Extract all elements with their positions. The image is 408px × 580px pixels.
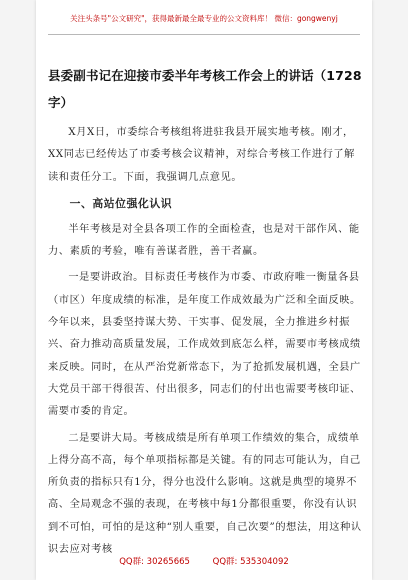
header-divider	[48, 34, 360, 35]
footer-qq-group-1: QQ群: 30265665	[119, 557, 190, 567]
document-body	[48, 122, 364, 565]
footer-qq-group-2: QQ群: 535304092	[212, 557, 289, 567]
header-banner: 关注头条号"公文研究"，获得最新最全最专业的公文资料库！ 微信：gongwenyj	[70, 14, 338, 23]
section-paragraph: 一是要讲政治。目标责任考核作为市委、市政府唯一衡量各县（市区）年度成绩的标准，是年度工作成效最为广泛和全面反映。今年以来，县委坚持谋大势、干实事、促发展，全力推进乡村振兴、奋力推动高质量发展，工作成效到底怎么样，需要市考核成绩来反映。同时，在从严治党新常态下，为了抢抓发展机遇，全县广大党员干部干得很苦、付出很多，同志们的付出也需要考核印证、需要市委的肯定。	[48, 272, 361, 418]
document-page	[36, 0, 372, 580]
document-title: 县委副书记在迎接市委半年考核工作会上的讲话（1728字）	[48, 68, 362, 110]
intro-paragraph: X月X日，市委综合考核组将进驻我县开展实地考核。刚才，XX同志已经传达了市委考核会议精神，对综合考核工作进行了解读和责任分工。下面，我强调几点意见。	[48, 127, 355, 183]
section-paragraph: 半年考核是对全县各项工作的全面检查，也是对干部作风、能力、素质的考验，唯有善谋者胜，善干者赢。	[48, 223, 360, 258]
section-heading: 一、高站位强化认识	[69, 196, 173, 210]
section-paragraph: 二是要讲大局。考核成绩是所有单项工作绩效的集合，成绩单上得分高不高，每个单项指标都是关键。有的同志可能认为，自己所负责的指标只有1分，得分也没什么影响。这就是典型的境界不高、全局观念不强的表现，在考核中每1分都很重要，你没有认识到不可怕，可怕的是这种“别人重要，自己次要”的想法，用这种认识去应对考核	[48, 432, 362, 556]
footer	[36, 555, 372, 567]
